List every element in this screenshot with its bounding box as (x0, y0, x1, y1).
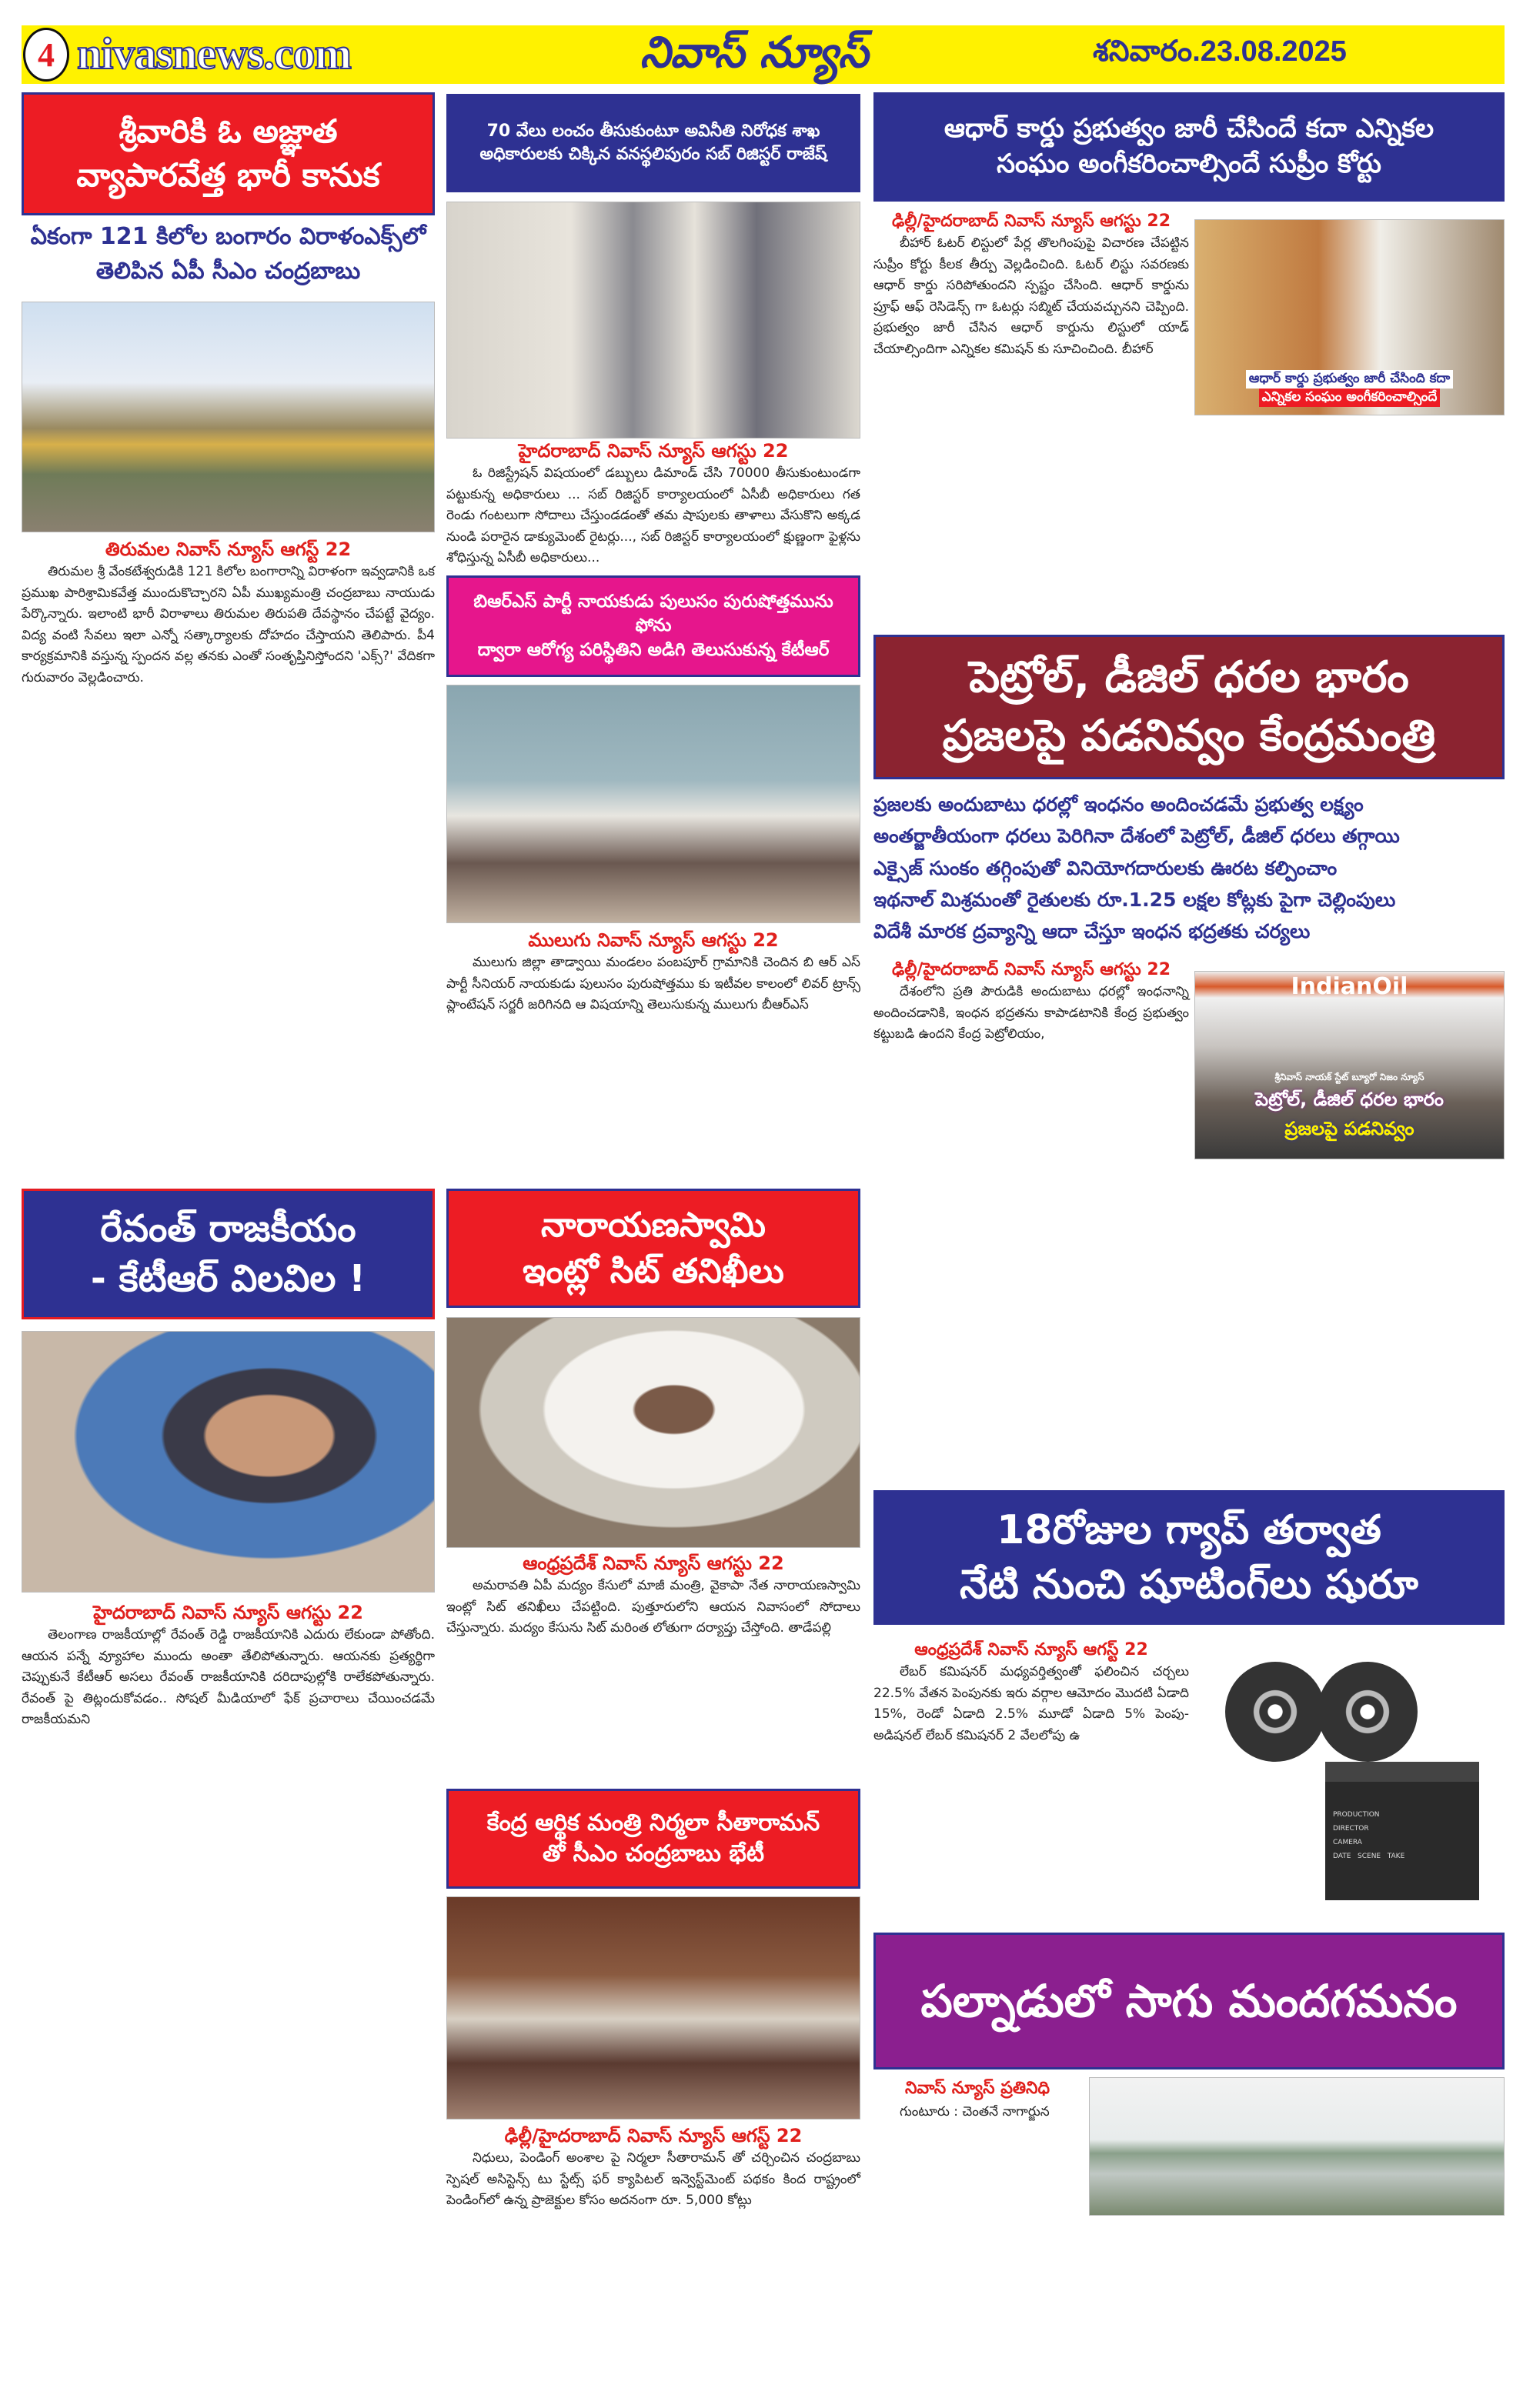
headline-line: పెట్రోల్, డీజిల్ ధరల భారం (969, 652, 1409, 703)
article-body: లేబర్ కమిషనర్ మధ్యవర్తిత్వంతో ఫలించిన చర్చలు 22.5% వేతన పెంపునకు ఇరు వర్గాల ఆమోదం మొదటి ఏడాది 15%, రెండో ఏడాది 2.5% మూడో ఏడాది 5% పెంపు-అడిషనల్ లేబర్ కమిషనర్ 2 వేలలోపు ఉ (873, 1664, 1189, 1743)
caption-line: ఆధార్ కార్డు ప్రభుత్వం జారీ చేసింది కదా (1246, 370, 1453, 389)
headline-line: వ్యాపారవేత్త భారీ కానుక (76, 156, 380, 194)
clapboard-label: PRODUCTION (1333, 1811, 1380, 1819)
headline-nirmala (446, 1789, 860, 1889)
photo-aadhaar-court (1194, 219, 1505, 415)
headline-line: 70 వేలు లంచం తీసుకుంటూ అవినీతి నిరోధక శాఖ (486, 122, 820, 142)
highlight-item: విదేశీ మారక ద్రవ్యాన్ని ఆదా చేస్తూ ఇంధన భద్రతకు చర్యలు (873, 920, 1311, 942)
brand-logo: నివాస్ న్యూస్ (640, 28, 869, 78)
photo-caption (1195, 370, 1504, 407)
caption-line: పెట్రోల్, డీజిల్ ధరల భారం (1255, 1089, 1444, 1110)
headline-aadhaar (873, 92, 1505, 202)
article-body: తిరుమల శ్రీ వేంకటేశ్వరుడికి 121 కిలోల బంగారాన్ని విరాళంగా ఇవ్వడానికి ఒక ప్రముఖ పారిశ్రామికవేత్త ముందుకొచ్చారని ఏపీ ముఖ్యమంత్రి చంద్రబాబు నాయుడు పేర్కొన్నారు. ఇలాంటి భారీ విరాళాలు తిరుమల తిరుపతి దేవస్థానం చేపట్టే వైద్యం. విద్య వంటి సేవలు ఇలా ఎన్నో సత్కార్యాలకు దోహదం చేస్తాయని తెలిపారు. పీ4 కార్యక్రమానికి వస్తున్న స్పందన వల్ల తనకు ఎంతో సంతృప్తినిస్తోందని 'ఎక్స్?' వేదికగా గురువారం వెల్లడించారు. (22, 564, 435, 685)
dateline: ఆంధ్రప్రదేశ్ నివాస్ న్యూస్ ఆగస్ట్ 22 (914, 1640, 1148, 1659)
headline-line: శ్రీవారికి ఓ అజ్ఞాత (119, 112, 338, 151)
headline-narayanaswamy (446, 1189, 860, 1308)
headline-shooting (873, 1490, 1505, 1625)
film-reel-icon (1225, 1662, 1325, 1762)
article-body: బీహార్ ఓటర్ లిస్టులో పేర్ల తొలగింపుపై విచారణ చేపట్టిన సుప్రీం కోర్టు కీలక తీర్పు వెల్లడించింది. ఓటర్ లిస్టు సవరణకు ఆధార్ కార్డు సరిపోతుందని స్పష్టం చేసింది. ఆధార్ కార్డును ప్రూఫ్ ఆఫ్ రెసిడెన్స్ గా ఓటర్లు సబ్మిట్ చేయవచ్చునని చెప్పింది. ప్రభుత్వం జారీ చేసిన ఆధార్ కార్డును లిస్టులో యాడ్ చేయాల్సిందిగా ఎన్నికల కమిషన్ కు సూచించింది. బీహార్ (873, 235, 1189, 357)
subhead-line: తెలిపిన ఏపీ సీఎం చంద్రబాబు (95, 258, 361, 285)
headline-line: సంఘం అంగీకరించాల్సిందే సుప్రీం కోర్టు (997, 148, 1381, 179)
headline-line: ఆధార్ కార్డు ప్రభుత్వం జారీ చేసిందే కదా ఎన్నికల (944, 113, 1434, 145)
caption-line: ప్రజలపై పడనివ్వం (1284, 1118, 1414, 1139)
article-body: అమరావతి ఏపీ మద్యం కేసులో మాజీ మంత్రి, వైకాపా నేత నారాయణస్వామి ఇంట్లో సిట్ తనిఖీలు చేపట్టింది. పుత్తూరులోని ఆయన నివాసంలో సోదాలు చేస్తున్నారు. మద్యం కేసును సిట్ మరింత లోతుగా దర్యాప్తు చేస్తోంది. తాడేపల్లి (446, 1578, 860, 1636)
photo-petrol-pump (1194, 971, 1505, 1159)
photo-film-reel-clapboard (1194, 1646, 1505, 1916)
highlight-item: ఇథనాల్ మిశ్రమంతో రైతులకు రూ.1.25 లక్షల కోట్లకు పైగా చెల్లింపులు (873, 888, 1396, 911)
petrol-highlights (873, 789, 1505, 947)
article-body: దేశంలోని ప్రతి పౌరుడికి అందుబాటు ధరల్లో ఇంధనాన్ని అందించడానికి, ఇంధన భద్రతను కాపాడటానికి కేంద్ర ప్రభుత్వం కట్టుబడి ఉందని కేంద్ర పెట్రోలియం, (873, 984, 1189, 1042)
highlight-item: అంతర్జాతీయంగా ధరలు పెరిగినా దేశంలో పెట్రోల్, డీజిల్ ధరలు తగ్గాయి (873, 825, 1400, 848)
headline-palnadu (873, 1933, 1505, 2069)
photo-meeting (446, 1896, 860, 2120)
headline-tirumala (22, 92, 435, 215)
film-reel-icon (1318, 1662, 1418, 1762)
photo-ktr (22, 1331, 435, 1593)
dateline: హైదరాబాద్ నివాస్ న్యూస్ ఆగస్టు 22 (93, 1602, 363, 1623)
headline-line: బిఆర్ఎస్ పార్టీ నాయకుడు పులుసం పురుషోత్తమును ఫోను (473, 592, 833, 636)
issue-date: శనివారం.23.08.2025 (1093, 35, 1347, 68)
headline-line: ఇంట్లో సిట్ తనిఖీలు (523, 1251, 784, 1291)
headline-revanth (22, 1189, 435, 1319)
photo-paddy-fields (1089, 2077, 1505, 2216)
photo-credit: శ్రీనివాస్ నాయక్ స్టేట్ బ్యూరో నిజం న్యూస్ (1274, 1072, 1424, 1082)
headline-line: - కేటీఆర్ విలవిల ! (90, 1257, 366, 1300)
headline-petrol (873, 635, 1505, 779)
subhead-tirumala (22, 219, 435, 288)
headline-acb (446, 94, 860, 192)
highlight-item: ఎక్సైజ్ సుంకం తగ్గింపుతో వినియోగదారులకు ఊరట కల్పించాం (873, 856, 1338, 879)
dateline: ఢిల్లీ/హైదరాబాద్ నివాస్ న్యూస్ ఆగస్టు 22 (891, 960, 1171, 979)
photo-brs-leaders (446, 685, 860, 923)
photo-narayanaswamy (446, 1317, 860, 1548)
photo-tirumala-temple (22, 302, 435, 532)
page-number: 4 (23, 28, 69, 82)
headline-line: పల్నాడులో సాగు మందగమనం (920, 1974, 1458, 2027)
dateline: ములుగు నివాస్ న్యూస్ ఆగస్టు 22 (528, 929, 779, 951)
indianoil-sign: IndianOil (1291, 973, 1408, 1000)
dateline: ఢిల్లీ/హైదరాబాద్ నివాస్ న్యూస్ ఆగస్టు 22 (891, 212, 1171, 231)
clapboard-label: SCENE (1358, 1853, 1381, 1860)
article-body: గుంటూరు : చెంతనే నాగార్జున (900, 2104, 1050, 2120)
subhead-line: ఏకంగా 121 కిలోల బంగారం విరాళంఎక్స్‌లో (30, 223, 426, 250)
caption-line: ఎన్నికల సంఘం అంగీకరించాల్సిందే (1259, 389, 1441, 407)
headline-line: రేవంత్ రాజకీయం (100, 1207, 356, 1251)
clapboard-label: DIRECTOR (1333, 1825, 1369, 1833)
headline-line: తో సీఎం చంద్రబాబు భేటీ (542, 1840, 765, 1867)
article-body: ములుగు జిల్లా తాడ్వాయి మండలం పంబపూర్ గ్రామానికి చెందిన బి ఆర్ ఎస్ పార్టీ సీనియర్ నాయకుడు పులుసం పురుషోత్తము కు ఇటీవల కాలంలో లివర్ ట్రాన్స్ ప్లాంటేషన్ సర్జరీ జరిగినది ఆ విషయాన్ని తెలుసుకున్న ములుగు బీఆర్ఎస్ (446, 955, 860, 1013)
site-name[interactable]: nivasnews.com (77, 28, 351, 78)
photo-acb-officials (446, 202, 860, 439)
clapboard-label: CAMERA (1333, 1839, 1362, 1846)
highlight-item: ప్రజలకు అందుబాటు ధరల్లో ఇంధనం అందించడమే ప్రభుత్వ లక్ష్యం (873, 793, 1364, 815)
headline-line: నారాయణస్వామి (541, 1206, 766, 1246)
clapboard-label: DATE (1333, 1853, 1351, 1860)
dateline: ఢిల్లీ/హైదరాబాద్ నివాస్ న్యూస్ ఆగస్ట్ 22 (504, 2125, 803, 2146)
dateline: నివాస్ న్యూస్ ప్రతినిధి (904, 2079, 1050, 2098)
dateline: హైదరాబాద్ నివాస్ న్యూస్ ఆగస్టు 22 (518, 440, 789, 462)
clapboard-label: TAKE (1387, 1853, 1405, 1860)
dateline: ఆంధ్రప్రదేశ్ నివాస్ న్యూస్ ఆగస్టు 22 (523, 1553, 784, 1574)
headline-line: ద్వారా ఆరోగ్య పరిస్థితిని అడిగి తెలుసుకున్న కేటీఆర్ (477, 639, 830, 660)
article-body: తెలంగాణ రాజకీయాల్లో రేవంత్ రెడ్డి రాజకీయానికి ఎదురు లేకుండా పోతోంది. ఆయన పన్నే వ్యూహాల ముందు అంతా తేలిపోతున్నారు. ఆయనకు ప్రత్యర్థిగా చెప్పుకునే కేటీఆర్ అసలు రేవంత్ రాజకీయానికి దరిదాపుల్లోకి రాలేకపోతున్నారు. రేవంత్ పై తిట్లందుకోవడం.. సోషల్ మీడియాలో ఫేక్ ప్రచారాలు చేయించడమే రాజకీయమని (22, 1627, 435, 1728)
headline-line: కేంద్ర ఆర్థిక మంత్రి నిర్మలా సీతారామన్ (486, 1809, 820, 1836)
headline-ktr-call (446, 575, 860, 677)
headline-line: ప్రజలపై పడనివ్వం కేంద్రమంత్రి (942, 711, 1436, 761)
dateline: తిరుమల నివాస్ న్యూస్ ఆగస్ట్ 22 (105, 539, 352, 560)
headline-line: 18రోజుల గ్యాప్ తర్వాత (997, 1507, 1381, 1554)
article-body: ఓ రిజిస్ట్రేషన్ విషయంలో డబ్బులు డిమాండ్ చేసి 70000 తీసుకుంటుండగా పట్టుకున్న అధికారులు ... సబ్ రిజిస్టర్ కార్యాలయంలో ఏసీబీ అధికారులు గత రెండు గంటలుగా సోదాలు చేస్తుండడంతో తమ షాపులకు తాళాలు వేసుకొని అక్కడ నుండి పరారైన డాక్యుమెంట్ రైటర్లు..., సబ్ రిజిస్టర్ కార్యాలయంలో క్షుణ్ణంగా ఫైళ్లను శోధిస్తున్న ఏసీబీ అధికారులు... (446, 465, 860, 566)
article-body: నిధులు, పెండింగ్ అంశాల పై నిర్మలా సీతారామన్ తో చర్చించిన చంద్రబాబు స్పెషల్ అసిస్టెన్స్ టు స్టేట్స్ ఫర్ క్యాపిటల్ ఇన్వెస్ట్‌మెంట్ పథకం కింద రాష్ట్రంలో పెండింగ్‌లో ఉన్న ప్రాజెక్టుల కోసం అదనంగా రూ. 5,000 కోట్లు (446, 2150, 860, 2209)
headline-line: అధికారులకు చిక్కిన వనస్థలిపురం సబ్ రిజిస్టర్ రాజేష్ (479, 145, 827, 164)
clapboard-icon (1325, 1762, 1479, 1900)
headline-line: నేటి నుంచి షూటింగ్‌లు షురూ (960, 1561, 1418, 1608)
